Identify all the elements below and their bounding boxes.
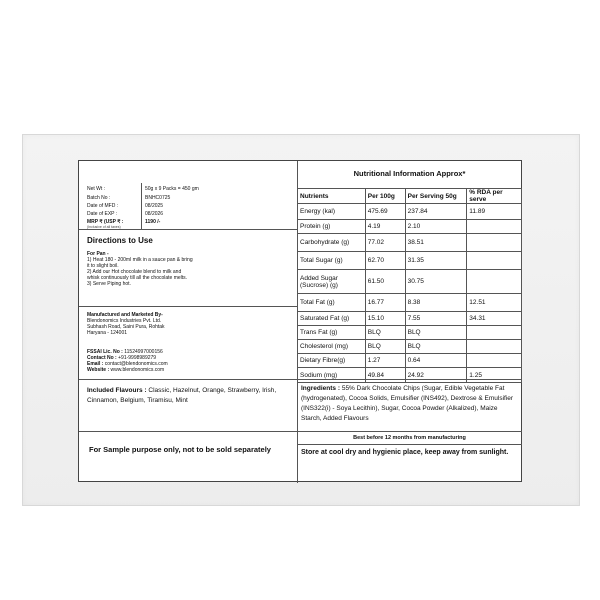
nutrition-table xyxy=(297,188,522,383)
divider xyxy=(79,431,522,432)
exp-label: Date of EXP : xyxy=(87,211,118,217)
nutrition-row xyxy=(298,340,522,354)
fssai-value: 11524997000156 xyxy=(124,349,163,355)
net-weight-label: Net Wt : xyxy=(87,186,106,192)
nutrient-rda xyxy=(467,220,522,234)
batch-no-value: BNHC0725 xyxy=(145,195,171,201)
nutrient-name: Energy (kal) xyxy=(298,204,366,220)
nutrient-per100: 61.50 xyxy=(365,270,405,294)
nutrient-serving: 7.55 xyxy=(405,312,467,326)
nutrient-rda xyxy=(467,340,522,354)
nutrient-serving: BLQ xyxy=(405,326,467,340)
net-weight-value: 50g x 9 Packs = 450 gm xyxy=(145,186,199,192)
website-value: www.blendonomics.com xyxy=(110,367,165,373)
divider xyxy=(79,229,297,230)
nutrient-per100: 49.84 xyxy=(365,368,405,383)
nutrient-name: Dietary Fibre(g) xyxy=(298,354,366,368)
nutrient-name: Carbohydrate (g) xyxy=(298,234,366,252)
nutrition-row xyxy=(298,220,522,234)
nutrient-name: Total Fat (g) xyxy=(298,294,366,312)
ingredients-block xyxy=(301,384,519,424)
nutrient-name: Sodium (mg) xyxy=(298,368,366,383)
divider xyxy=(79,379,522,380)
rda-header: % RDA per serve xyxy=(467,189,522,204)
flavours-text: Classic, Hazelnut, Orange, Strawberry, Irish, Cinnamon, Belgium, Tiramisu, Mint xyxy=(87,387,277,404)
website-label: Website : xyxy=(87,367,110,373)
divider xyxy=(79,306,297,307)
email-label: Email : xyxy=(87,361,104,367)
nutrition-header-row xyxy=(298,189,522,204)
nutrient-rda xyxy=(467,252,522,270)
nutrient-rda: 1.25 xyxy=(467,368,522,383)
flavours-label: Included Flavours : xyxy=(87,387,147,394)
directions-step: 2) Add our Hot chocolate blend to milk and xyxy=(87,269,182,275)
nutrient-per100: 475.69 xyxy=(365,204,405,220)
nutrient-serving: BLQ xyxy=(405,340,467,354)
ingredients-text: 55% Dark Chocolate Chips (Sugar, Edible Vegetable Fat (hydrogenated), Cocoa Solids, Emulsifier (INS492), Dextrose & Emulsifier (INS322(i) - Soya Lecithin), Sugar, Cocoa Powder (Alkalized), Maize Starch, Added Flavours xyxy=(301,385,514,422)
directions-step: 3) Serve Piping hot. xyxy=(87,281,131,287)
nutrient-rda xyxy=(467,234,522,252)
nutrient-serving: 31.35 xyxy=(405,252,467,270)
nutrient-rda xyxy=(467,326,522,340)
nutrition-row xyxy=(298,354,522,368)
nutrient-name: Trans Fat (g) xyxy=(298,326,366,340)
nutrients-header: Nutrients xyxy=(298,189,366,204)
manufacturer-heading: Manufactured and Marketed By- xyxy=(87,312,163,318)
flavours-block xyxy=(87,386,287,406)
nutrition-row xyxy=(298,312,522,326)
nutrient-serving: 2.10 xyxy=(405,220,467,234)
nutrient-rda: 11.89 xyxy=(467,204,522,220)
nutrition-row xyxy=(298,368,522,383)
nutrient-rda: 12.51 xyxy=(467,294,522,312)
nutrient-per100: 15.10 xyxy=(365,312,405,326)
batch-no-label: Batch No : xyxy=(87,195,111,201)
mfd-label: Date of MFD : xyxy=(87,203,119,209)
nutrient-per100: 4.19 xyxy=(365,220,405,234)
directions-step: whisk continuously till all the chocolate melts. xyxy=(87,275,188,281)
divider xyxy=(297,444,522,445)
serving-header: Per Serving 50g xyxy=(405,189,467,204)
nutrient-serving: 30.75 xyxy=(405,270,467,294)
nutrient-name: Saturated Fat (g) xyxy=(298,312,366,326)
mrp-label: MRP ₹ (USP ₹ : xyxy=(87,219,124,225)
manufacturer-line: Blendonomics Industries Pvt. Ltd. xyxy=(87,318,162,324)
contact-label: Contact No : xyxy=(87,355,117,361)
sample-notice: For Sample purpose only, not to be sold separately xyxy=(89,445,271,454)
directions-step: 1) Heat 180 - 200ml milk in a sauce pan & bring xyxy=(87,257,193,263)
nutrient-serving: 237.84 xyxy=(405,204,467,220)
nutrient-serving: 8.38 xyxy=(405,294,467,312)
nutrient-per100: 62.70 xyxy=(365,252,405,270)
nutrition-title: Nutritional Information Approx* xyxy=(353,169,466,178)
storage-instructions: Store at cool dry and hygienic place, keep away from sunlight. xyxy=(301,449,509,456)
mfd-value: 08/2025 xyxy=(145,203,164,209)
email-value: contact@blendonomics.com xyxy=(104,361,168,367)
nutrient-name: Total Sugar (g) xyxy=(298,252,366,270)
nutrient-name: Added Sugar (Sucrose) (g) xyxy=(298,270,366,294)
mrp-value: 1190 /- xyxy=(145,219,161,225)
nutrient-rda: 34.31 xyxy=(467,312,522,326)
ingredients-label: Ingredients : xyxy=(301,385,341,392)
manufacturer-line: Haryana - 124001 xyxy=(87,330,128,336)
best-before: Best before 12 months from manufacturing xyxy=(353,435,466,441)
directions-subtitle: For Pan - xyxy=(87,251,109,257)
nutrient-serving: 24.92 xyxy=(405,368,467,383)
nutrient-serving: 38.51 xyxy=(405,234,467,252)
nutrient-per100: 1.27 xyxy=(365,354,405,368)
nutrient-per100: BLQ xyxy=(365,340,405,354)
nutrient-per100: 16.77 xyxy=(365,294,405,312)
info-column-divider xyxy=(141,183,142,229)
per100-header: Per 100g xyxy=(365,189,405,204)
nutrition-row xyxy=(298,326,522,340)
nutrient-name: Cholesterol (mg) xyxy=(298,340,366,354)
nutrient-per100: BLQ xyxy=(365,326,405,340)
nutrient-rda xyxy=(467,354,522,368)
nutrition-row xyxy=(298,252,522,270)
nutrient-serving: 0.64 xyxy=(405,354,467,368)
exp-value: 08/2026 xyxy=(145,211,164,217)
nutrition-row xyxy=(298,234,522,252)
nutrition-row xyxy=(298,270,522,294)
nutrition-row xyxy=(298,294,522,312)
nutrient-rda xyxy=(467,270,522,294)
contact-value: +91-9998989279 xyxy=(118,355,157,361)
nutrition-row xyxy=(298,204,522,220)
nutrient-name: Protein (g) xyxy=(298,220,366,234)
product-label xyxy=(78,160,522,482)
manufacturer-line: Subhash Road, Saini Pura, Rohtak xyxy=(87,324,165,330)
fssai-label: FSSAI Lic. No : xyxy=(87,349,123,355)
directions-title: Directions to Use xyxy=(87,236,153,245)
mrp-note: (Inclusive of all taxes) xyxy=(87,225,121,229)
nutrient-per100: 77.02 xyxy=(365,234,405,252)
directions-step: it to slight boil. xyxy=(87,263,119,269)
